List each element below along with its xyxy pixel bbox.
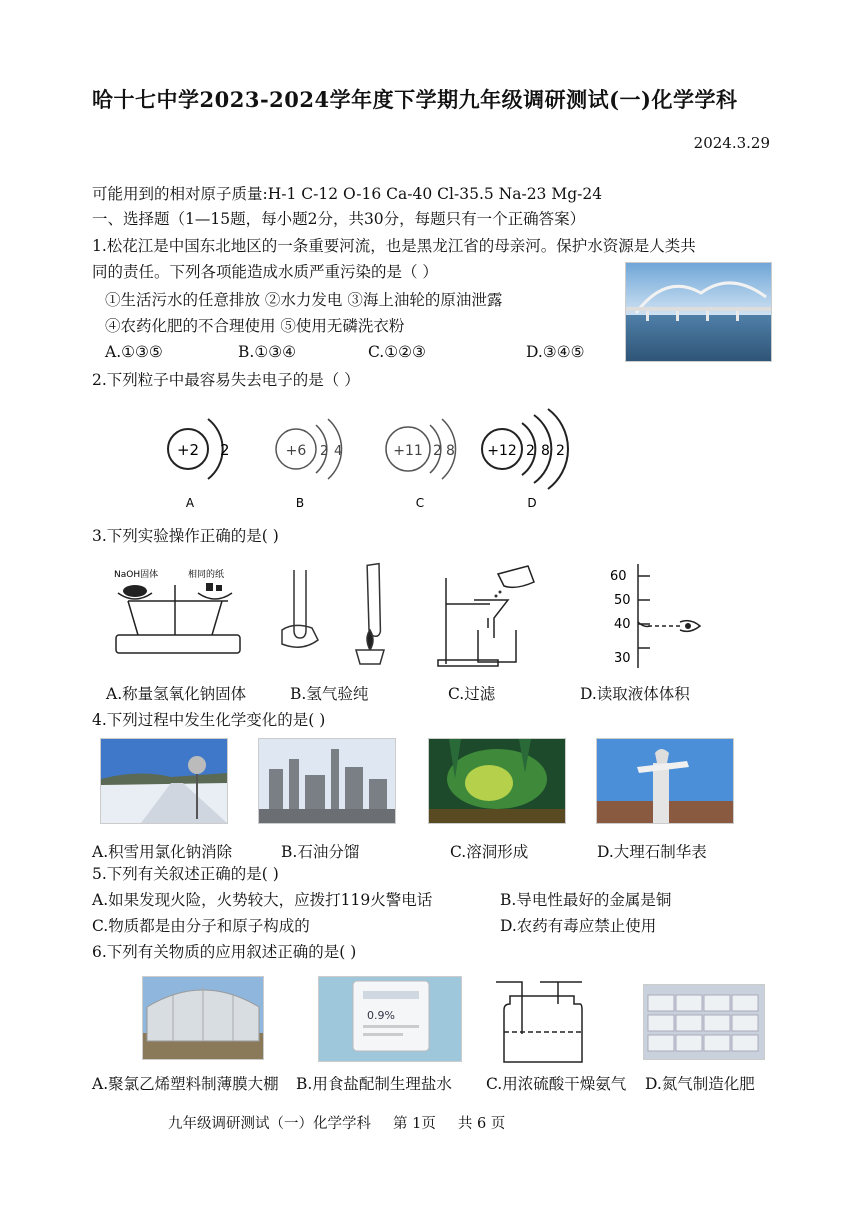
cave-photo — [428, 738, 566, 824]
marble-column-photo — [596, 738, 734, 824]
atom-b-nucleus: +6 — [285, 443, 307, 459]
q6-stem: 6.下列有关物质的应用叙述正确的是( ) — [92, 943, 357, 961]
q2-stem: 2.下列粒子中最容易失去电子的是（ ） — [92, 371, 360, 389]
q6-option-c: C.用浓硫酸干燥氨气 — [486, 1075, 627, 1093]
atom-c-shell-1: 2 — [433, 443, 442, 459]
q1-option-c: C.①②③ — [368, 343, 426, 361]
saline-bag-photo — [318, 976, 462, 1062]
balance-diagram — [108, 565, 248, 663]
snow-road-photo — [100, 738, 228, 824]
q1-stem-line1: 1.松花江是中国东北地区的一条重要河流，也是黑龙江省的母亲河。保护水资源是人类共 — [92, 237, 696, 255]
bridge-photo — [625, 262, 772, 362]
q1-option-d: D.③④⑤ — [526, 343, 585, 361]
atom-a-nucleus: +2 — [176, 441, 200, 459]
q6-option-a: A.聚氯乙烯塑料制薄膜大棚 — [92, 1075, 279, 1093]
q1-option-b: B.①③④ — [238, 343, 297, 361]
atom-d-shell-1: 2 — [526, 443, 535, 459]
cylinder-tick-50: 50 — [614, 593, 631, 608]
atom-d-nucleus: +12 — [487, 443, 517, 459]
atom-d-label: D — [527, 496, 537, 510]
atom-d-shell-3: 2 — [556, 443, 565, 459]
q5-option-c: C.物质都是由分子和原子构成的 — [92, 917, 310, 935]
fertilizer-bags-photo — [643, 984, 765, 1060]
atom-b-shell-2: 4 — [334, 444, 343, 459]
q5-option-d: D.农药有毒应禁止使用 — [500, 917, 657, 935]
q6-option-b: B.用食盐配制生理盐水 — [296, 1075, 452, 1093]
q1-stem-line2: 同的责任。下列各项能造成水质严重污染的是（ ） — [92, 263, 438, 281]
cylinder-tick-60: 60 — [610, 569, 627, 584]
balance-right-label: 相同的纸 — [188, 570, 225, 580]
atom-c-shell-2: 8 — [446, 443, 455, 459]
atom-a-label: A — [185, 496, 195, 510]
oil-refinery-photo — [258, 738, 396, 824]
q5-stem: 5.下列有关叙述正确的是( ) — [92, 865, 279, 883]
q1-items-line2: ④农药化肥的不合理使用 ⑤使用无磷洗衣粉 — [105, 317, 405, 335]
q3-option-a: A.称量氢氧化钠固体 — [106, 685, 247, 703]
page-title: 哈十七中学2023-2024学年度下学期九年级调研测试(一)化学学科 — [92, 87, 738, 112]
q4-option-b: B.石油分馏 — [281, 843, 360, 861]
q3-option-c: C.过滤 — [448, 685, 496, 703]
footer-subject: 九年级调研测试（一）化学学科 — [168, 1116, 371, 1132]
gas-drying-bottle-diagram — [490, 974, 592, 1066]
q4-stem: 4.下列过程中发生化学变化的是( ) — [92, 711, 326, 729]
q1-option-a: A.①③⑤ — [105, 343, 163, 361]
balance-left-label: NaOH固体 — [114, 570, 159, 580]
q3-stem: 3.下列实验操作正确的是( ) — [92, 527, 279, 545]
page-footer — [168, 1112, 527, 1133]
atom-c-label: C — [415, 496, 425, 510]
q4-option-d: D.大理石制华表 — [597, 843, 707, 861]
q4-option-a: A.积雪用氯化钠消除 — [92, 843, 233, 861]
q5-option-b: B.导电性最好的金属是铜 — [500, 891, 672, 909]
atom-structure-diagrams — [150, 395, 610, 515]
greenhouse-photo — [142, 976, 264, 1060]
footer-total: 共 6 页 — [457, 1116, 506, 1132]
atom-d-shell-2: 8 — [541, 443, 550, 459]
section-heading: 一、选择题（1—15题，每小题2分，共30分，每题只有一个正确答案） — [92, 210, 586, 228]
hydrogen-test-diagram — [272, 560, 407, 670]
q3-option-b: B.氢气验纯 — [290, 685, 369, 703]
q3-option-d: D.读取液体体积 — [580, 685, 690, 703]
graduated-cylinder-diagram — [600, 564, 710, 670]
cylinder-tick-40: 40 — [614, 617, 631, 632]
footer-page: 第 1页 — [393, 1116, 436, 1132]
atom-a-shell-1: 2 — [220, 441, 230, 459]
cylinder-tick-30: 30 — [614, 651, 631, 666]
q1-items-line1: ①生活污水的任意排放 ②水力发电 ③海上油轮的原油泄露 — [105, 291, 503, 309]
q4-option-c: C.溶洞形成 — [450, 843, 529, 861]
q5-option-a: A.如果发现火险，火势较大，应拨打119火警电话 — [92, 891, 433, 909]
atom-b-shell-1: 2 — [320, 444, 329, 459]
exam-date: 2024.3.29 — [693, 134, 770, 152]
atom-b-label: B — [295, 496, 305, 510]
atom-c-nucleus: +11 — [393, 443, 423, 459]
filtration-diagram — [434, 560, 554, 670]
saline-bag-label: 0.9% — [367, 1009, 395, 1022]
atomic-masses: 可能用到的相对原子质量:H-1 C-12 O-16 Ca-40 Cl-35.5 Na-23 Mg-24 — [92, 185, 603, 203]
q6-option-d: D.氮气制造化肥 — [645, 1075, 755, 1093]
